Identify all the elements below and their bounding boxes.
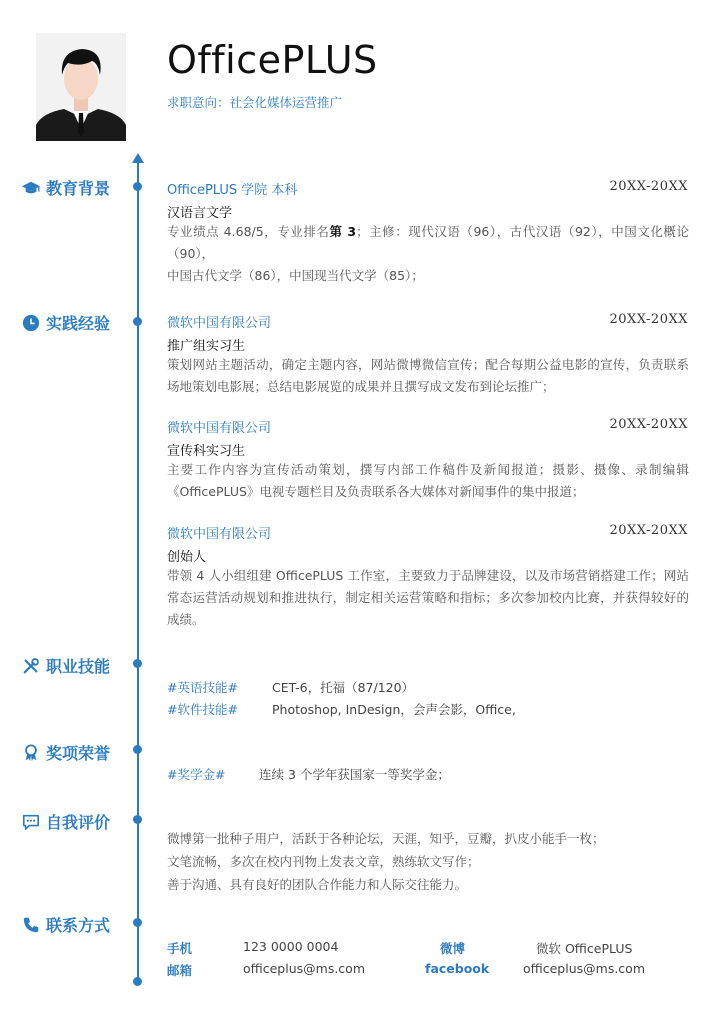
timeline-dot (133, 815, 142, 824)
award-value: 连续 3 个学年获国家一等奖学金； (259, 767, 450, 782)
email-value: officeplus@ms.com (243, 961, 365, 976)
phone-icon (22, 916, 40, 934)
experience-description: 策划网站主题活动，确定主题内容，网站微博微信宣传；配合每期公益电影的宣传，负责联系场地策划电影展；总结电影展览的成果并且撰写成文发布到论坛推广； (167, 357, 689, 394)
section-title: 职业技能 (46, 657, 111, 676)
section-title: 自我评价 (46, 813, 111, 832)
company-name: 微软中国有限公司 (167, 421, 272, 436)
graduation-cap-icon (22, 179, 40, 197)
timeline-dot (133, 745, 142, 754)
award-label: #奖学金# (167, 767, 226, 782)
company-name: 微软中国有限公司 (167, 316, 272, 331)
phone-label: 手机 (167, 941, 193, 956)
school-name: OfficePLUS 学院 本科 (167, 183, 298, 198)
company-name: 微软中国有限公司 (167, 527, 272, 542)
section-awards-heading (22, 741, 110, 764)
clock-icon (22, 314, 40, 332)
experience-date: 20XX-20XX (609, 523, 688, 538)
skill-label: #英语技能# (167, 680, 238, 695)
timeline-line (137, 160, 139, 980)
award-ribbon-icon (22, 744, 40, 762)
timeline-arrow-icon (132, 153, 144, 163)
weibo-value: 微软 OfficePLUS (536, 941, 633, 956)
self-evaluation (167, 827, 689, 896)
self-line: 微博第一批种子用户，活跃于各种论坛，天涯，知乎，豆瓣，扒皮小能手一枚； (167, 831, 605, 846)
phone-value: 123 0000 0004 (243, 939, 339, 954)
profile-photo (36, 33, 126, 141)
tools-icon (22, 657, 40, 675)
weibo-label: 微博 (440, 941, 466, 956)
timeline-dot (133, 182, 142, 191)
job-role: 宣传科实习生 (167, 444, 246, 459)
timeline-dot (133, 317, 142, 326)
section-title: 教育背景 (46, 179, 111, 198)
rank-bold: 第 3 (329, 224, 357, 239)
courses-text-2: 中国古代文学（86），中国现当代文学（85）； (167, 268, 424, 283)
section-title: 联系方式 (46, 916, 111, 935)
chat-bubble-icon (22, 813, 40, 831)
section-contact-heading (22, 913, 110, 936)
skill-value: CET-6，托福（87/120） (272, 680, 415, 695)
avatar-illustration (36, 33, 126, 141)
job-role: 创始人 (167, 550, 207, 565)
experience-description: 主要工作内容为宣传活动策划，撰写内部工作稿件及新闻报道；摄影、摄像、录制编辑《OfficePLUS》电视专题栏目及负责联系各大媒体对新闻事件的集中报道； (167, 462, 689, 499)
timeline-dot (133, 977, 142, 986)
self-line: 善于沟通、具有良好的团队合作能力和人际交往能力。 (167, 877, 468, 892)
timeline-dot (133, 918, 142, 927)
experience-description: 带领 4 人小组组建 OfficePLUS 工作室，主要致力于品牌建设，以及市场营销搭建工作；网站常态运营活动规划和推进执行，制定相关运营策略和指标；多次参加校内比赛，并获得较好的成绩。 (167, 568, 689, 627)
education-date: 20XX-20XX (609, 179, 688, 194)
job-intent: 求职意向：社会化媒体运营推广 (167, 95, 343, 110)
skill-value: Photoshop, InDesign，会声会影，Office, (272, 702, 516, 717)
section-experience-heading (22, 311, 110, 334)
skill-label: #软件技能# (167, 702, 238, 717)
section-education-heading (22, 176, 110, 199)
section-skills-heading (22, 654, 110, 677)
major: 汉语言文学 (167, 206, 233, 221)
section-self-heading (22, 810, 110, 833)
email-label: 邮箱 (167, 963, 193, 978)
section-title: 实践经验 (46, 314, 111, 333)
facebook-value: officeplus@ms.com (523, 961, 645, 976)
courses-text: ；主修：现代汉语（96），古代汉语（92），中国文化概论（90）， (167, 224, 689, 261)
section-title: 奖项荣誉 (46, 744, 111, 763)
timeline-dot (133, 659, 142, 668)
job-role: 推广组实习生 (167, 339, 246, 354)
experience-date: 20XX-20XX (609, 417, 688, 432)
gpa-text: 专业绩点 4.68/5，专业排名 (167, 224, 330, 239)
facebook-label: facebook (425, 961, 490, 976)
experience-date: 20XX-20XX (609, 312, 688, 327)
education-description (167, 221, 689, 287)
candidate-name: OfficePLUS (167, 38, 378, 82)
self-line: 文笔流畅，多次在校内刊物上发表文章，熟练软文写作； (167, 854, 480, 869)
